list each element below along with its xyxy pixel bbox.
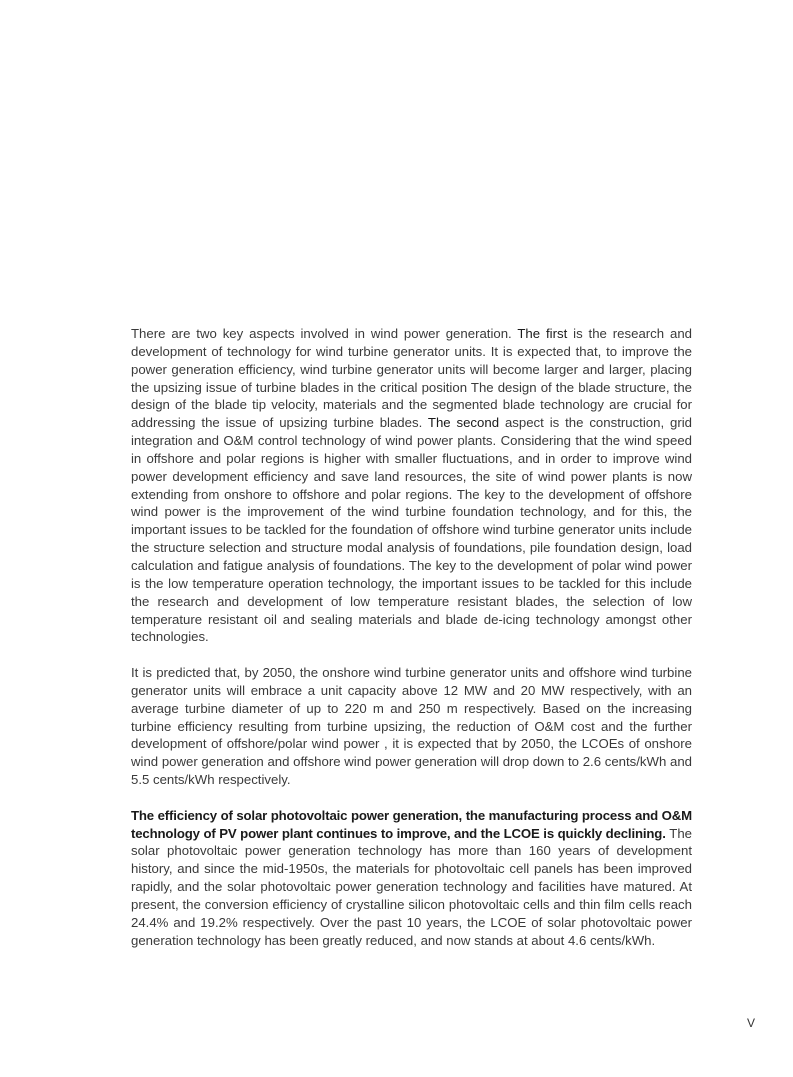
text-segment: There are two key aspects involved in wind power generation. <box>131 326 518 341</box>
lead-phrase-second: The second <box>427 415 500 431</box>
text-segment: It is predicted that, by 2050, the onshore wind turbine generator units and offshore wind turbine generator units will embrace a unit capacity above 12 MW and 20 MW respectively, with an average turbine diameter of up to 220 m and 250 m respectively. Based on the increasing turbine efficiency resulting from turbine upsizing, the reduction of O&M cost and the further development of offshore/polar wind power , it is expected that by 2050, the LCOEs of onshore wind power generation and offshore wind power generation will drop down to 2.6 cents/kWh and 5.5 cents/kWh respectively. <box>131 665 692 788</box>
paragraph-wind-prediction <box>131 664 692 789</box>
lead-phrase-first: The first <box>517 326 568 341</box>
body-text <box>131 325 692 967</box>
lead-sentence-solar: The efficiency of solar photovoltaic power generation, the manufacturing process and O&M technology of PV power plant continues to improve, and the LCOE is quickly declining. <box>131 807 692 841</box>
text-segment: The solar photovoltaic power generation technology has more than 160 years of development history, and since the mid-1950s, the materials for photovoltaic cell panels has been improved rapidly, and the solar photovoltaic power generation technology and facilities have matured. At present, the conversion efficiency of crystalline silicon photovoltaic cells and thin film cells reach 24.4% and 19.2% respectively. Over the past 10 years, the LCOE of solar photovoltaic power generation technology has been greatly reduced, and now stands at about 4.6 cents/kWh. <box>131 825 692 948</box>
text-segment: aspect is the construction, grid integration and O&M control technology of wind power plants. Considering that the wind speed in offshore and polar regions is higher with smaller fluctuations, and in order to improve wind power development efficiency and save land resources, the site of wind power plants is now extending from onshore to offshore and polar regions. The key to the development of offshore wind power is the improvement of the wind turbine foundation technology, and for this, the important issues to be tackled for the foundation of offshore wind turbine generator units include the structure selection and structure modal analysis of foundations, pile foundation design, load calculation and fatigue analysis of foundations. The key to the development of polar wind power is the low temperature operation technology, the important issues to be tackled for this include the research and development of low temperature resistant blades, the selection of low temperature resistant oil and sealing materials and blade de-icing technology amongst other technologies. <box>131 415 692 645</box>
page-number: V <box>747 1016 756 1030</box>
paragraph-solar-pv <box>131 807 692 950</box>
paragraph-wind-aspects <box>131 325 692 646</box>
text-segment: is the research and development of technology for wind turbine generator units. It is expected that, to improve the power generation efficiency, wind turbine generator units will become larger and larger, placing the upsizing issue of turbine blades in the critical position The design of the blade structure, the design of the blade tip velocity, materials and the segmented blade technology are crucial for addressing the issue of upsizing turbine blades. <box>131 326 692 431</box>
